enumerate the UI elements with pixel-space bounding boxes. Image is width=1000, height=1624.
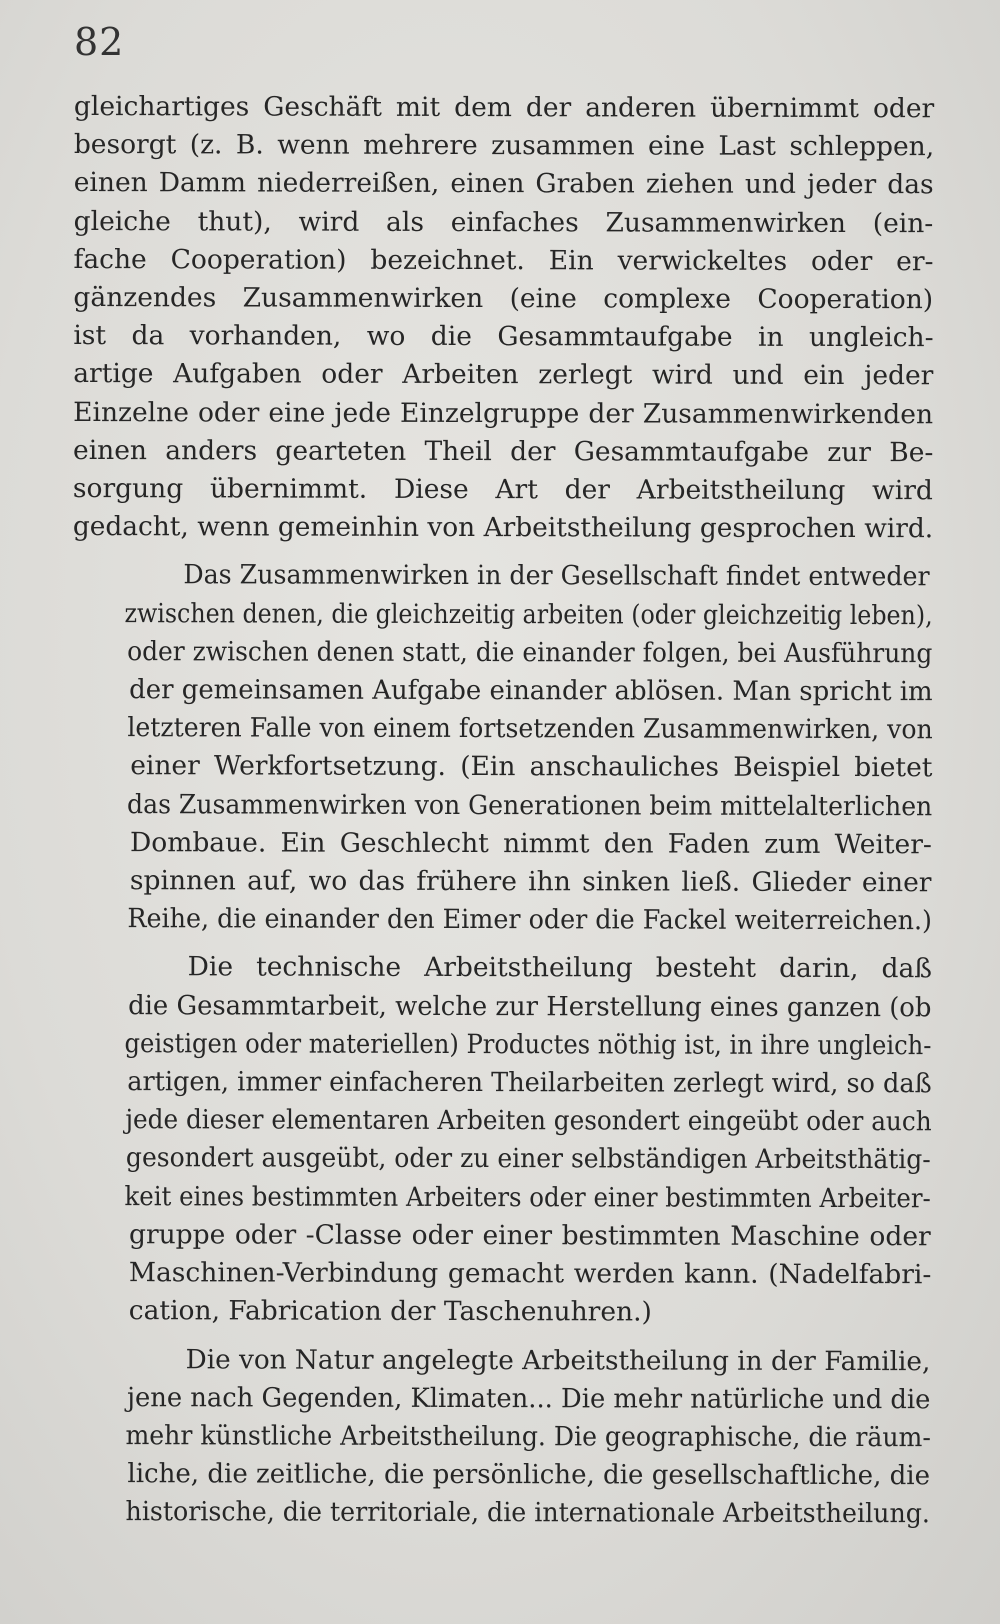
paragraph-social-cooperation [72,556,933,940]
text-line: spinnen auf, wo das frühere ihn sinken ließ. Glieder einer [129,865,932,899]
text-line: fache Cooperation) bezeichnet. Ein verwickeltes oder er- [73,243,934,278]
text-line: besorgt (z. B. wenn mehrere zusammen eine Last schleppen, [73,129,935,163]
text-line: gänzendes Zusammenwirken (eine complexe Cooperation) [73,282,934,316]
text-line: sorgung übernimmt. Diese Art der Arbeitstheilung wird [72,473,933,507]
text-line: gedacht, wenn gemeinhin von Arbeitstheilung gesprochen wird. [72,511,934,545]
text-line: Die technische Arbeitstheilung besteht darin, daß [187,951,933,985]
paragraph-natural-division [70,1340,930,1533]
page-number: 82 [74,20,125,64]
text-line: oder zwischen denen statt, die einander folgen, bei Ausführung [127,635,933,670]
text-line: historische, die territoriale, die internationale Arbeitstheilung. [125,1496,930,1530]
text-line: Das Zusammenwirken in der Gesellschaft findet entweder [183,559,930,593]
text-line: ist da vorhanden, wo die Gesammtaufgabe in ungleich- [73,320,934,354]
paragraph-technical-division [71,948,932,1332]
text-line: jene nach Gegenden, Klimaten... Die mehr natürliche und die [126,1381,931,1415]
text-line: Die von Natur angelegte Arbeitstheilung in der Familie, [185,1343,931,1377]
text-line: die Gesammtarbeit, welche zur Herstellung eines ganzen (ob [128,989,932,1023]
text-line: der gemeinsamen Aufgabe einander ablösen. Man spricht im [129,674,933,708]
text-line: artige Aufgaben oder Arbeiten zerlegt wird und ein jeder [73,358,934,392]
text-line: gleiche thut), wird als einfaches Zusammenwirken (ein- [73,205,934,239]
text-line: gruppe oder -Classe oder einer bestimmten Maschine oder [128,1219,931,1253]
body-text [70,88,934,1544]
text-line: zwischen denen, die gleichzeitig arbeiten (oder gleichzeitig leben), [124,597,933,631]
text-line: einer Werkfortsetzung. (Ein anschauliches Beispiel bietet [130,750,933,784]
text-line: liche, die zeitliche, die persönliche, die gesellschaftliche, die [127,1458,931,1492]
text-line: einen Damm niederreißen, einen Graben ziehen und jeder das [73,167,934,201]
text-line: keit eines bestimmten Arbeiters oder einer bestimmten Arbeiter- [124,1180,931,1214]
text-line: geistigen oder materiellen) Productes nöthig ist, in ihre ungleich- [124,1028,932,1062]
text-line: cation, Fabrication der Taschenuhren.) [128,1295,652,1328]
text-line: jede dieser elementaren Arbeiten gesondert eingeübt oder auch [125,1104,932,1138]
text-line: Reihe, die einander den Eimer oder die Fackel weiterreichen.) [127,903,933,937]
text-line: gleichartiges Geschäft mit dem der anderen übernimmt oder [73,90,935,125]
paragraph-cooperation-types [73,88,934,549]
text-line: Dombaue. Ein Geschlecht nimmt den Faden zum Weiter- [129,827,932,861]
text-line: Maschinen-Verbindung gemacht werden kann. (Nadelfabri- [128,1257,932,1291]
text-line: einen anders gearteten Theil der Gesammtaufgabe zur Be- [73,434,934,469]
text-line: letzteren Falle von einem fortsetzenden Zusammenwirken, von [127,712,933,746]
text-line: Einzelne oder eine jede Einzelgruppe der Zusammenwirkenden [73,396,934,430]
text-line: mehr künstliche Arbeitstheilung. Die geographische, die räum- [125,1420,931,1454]
text-line: artigen, immer einfacheren Theilarbeiten zerlegt wird, so daß [127,1066,932,1100]
text-line: das Zusammenwirken von Generationen beim mittelalterlichen [127,788,933,822]
text-line: gesondert ausgeübt, oder zu einer selbständigen Arbeitsthätig- [125,1142,931,1176]
